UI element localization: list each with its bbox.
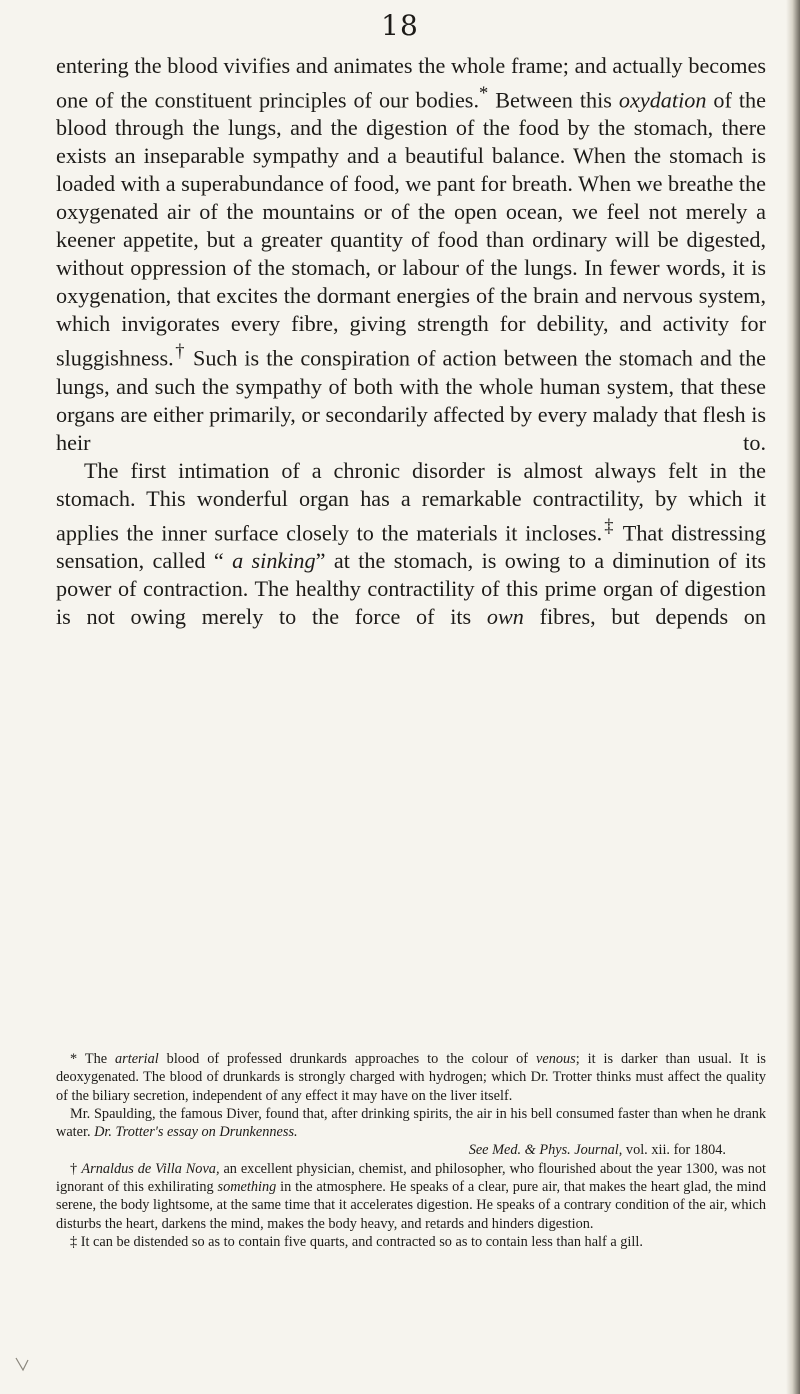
footnote-3: ‡ It can be distended so as to contain five quarts, and contracted so as to contain less than half a gill.	[70, 1233, 643, 1250]
main-text	[56, 52, 766, 631]
footnote-marker: †	[173, 342, 186, 363]
paragraph-2: The first intimation of a chronic disorder is almost always felt in the stomach. This wonderful organ has a remarkable contractility, by which it applies the inner surface closely to the materials it incloses.‡ That distressing sensation, called “ a sinking” at the stomach, is owing to a diminution of its power of contraction. The healthy contractility of this prime organ of digestion is not owing merely to the force of its own fibres, but depends on	[56, 457, 766, 630]
paragraph-1: entering the blood vivifies and animates the whole frame; and actually becomes one of the constituent principles of our bodies.* Between this oxydation of the blood through the lungs, and the digestion of the food by the stomach, there exists an inseparable sympathy and a beautiful balance. When the stomach is loaded with a superabundance of food, we pant for breath. When we breathe the oxygenated air of the mountains or of the open ocean, we feel not merely a keener appetite, but a greater quantity of food than ordinary will be digested, without oppression of the stomach, or labour of the lungs. In fewer words, it is oxygenation, that excites the dormant energies of the brain and nervous system, which invigorates every fibre, giving strength for debility, and activity for sluggishness.† Such is the conspiration of action between the stomach and the lungs, and such the sympathy of both with the whole human system, that these organs are either primarily, or secondarily affected by every malady that flesh is heir to.	[56, 53, 767, 455]
page-number: 18	[381, 9, 419, 42]
footnotes	[56, 1050, 766, 1251]
page-edge-shadow	[786, 0, 800, 1394]
footnote-1-continued: Mr. Spaulding, the famous Diver, found that, after drinking spirits, the air in his bell consumed faster than when he drank water. Dr. Trotter's essay on Drunkenness.	[56, 1105, 766, 1141]
footnote-1-reference: See Med. & Phys. Journal, vol. xii. for 1804.	[468, 1142, 726, 1159]
footnote-1: * The arterial blood of professed drunkards approaches to the colour of venous; it is darker than usual. It is deoxygenated. The blood of drunkards is strongly charged with hydrogen; which Dr. Trotter thinks must affect the quality of the biliary secretion, independent of any effect it may have on the liver itself.	[56, 1051, 766, 1104]
footnote-2: † Arnaldus de Villa Nova, an excellent physician, chemist, and philosopher, who flourished about the year 1300, was not ignorant of this exhilirating something in the atmosphere. He speaks of a clear, pure air, that makes the heart glad, the mind serene, the body lightsome, at the same time that it accelerates digestion. He speaks of a contrary condition of the air, which disturbs the heart, darkens the mind, makes the body heavy, and retards and hinders digestion.	[56, 1160, 767, 1232]
stray-mark-icon	[14, 1356, 30, 1380]
footnote-marker: *	[479, 84, 489, 104]
footnote-marker: ‡	[602, 516, 616, 537]
